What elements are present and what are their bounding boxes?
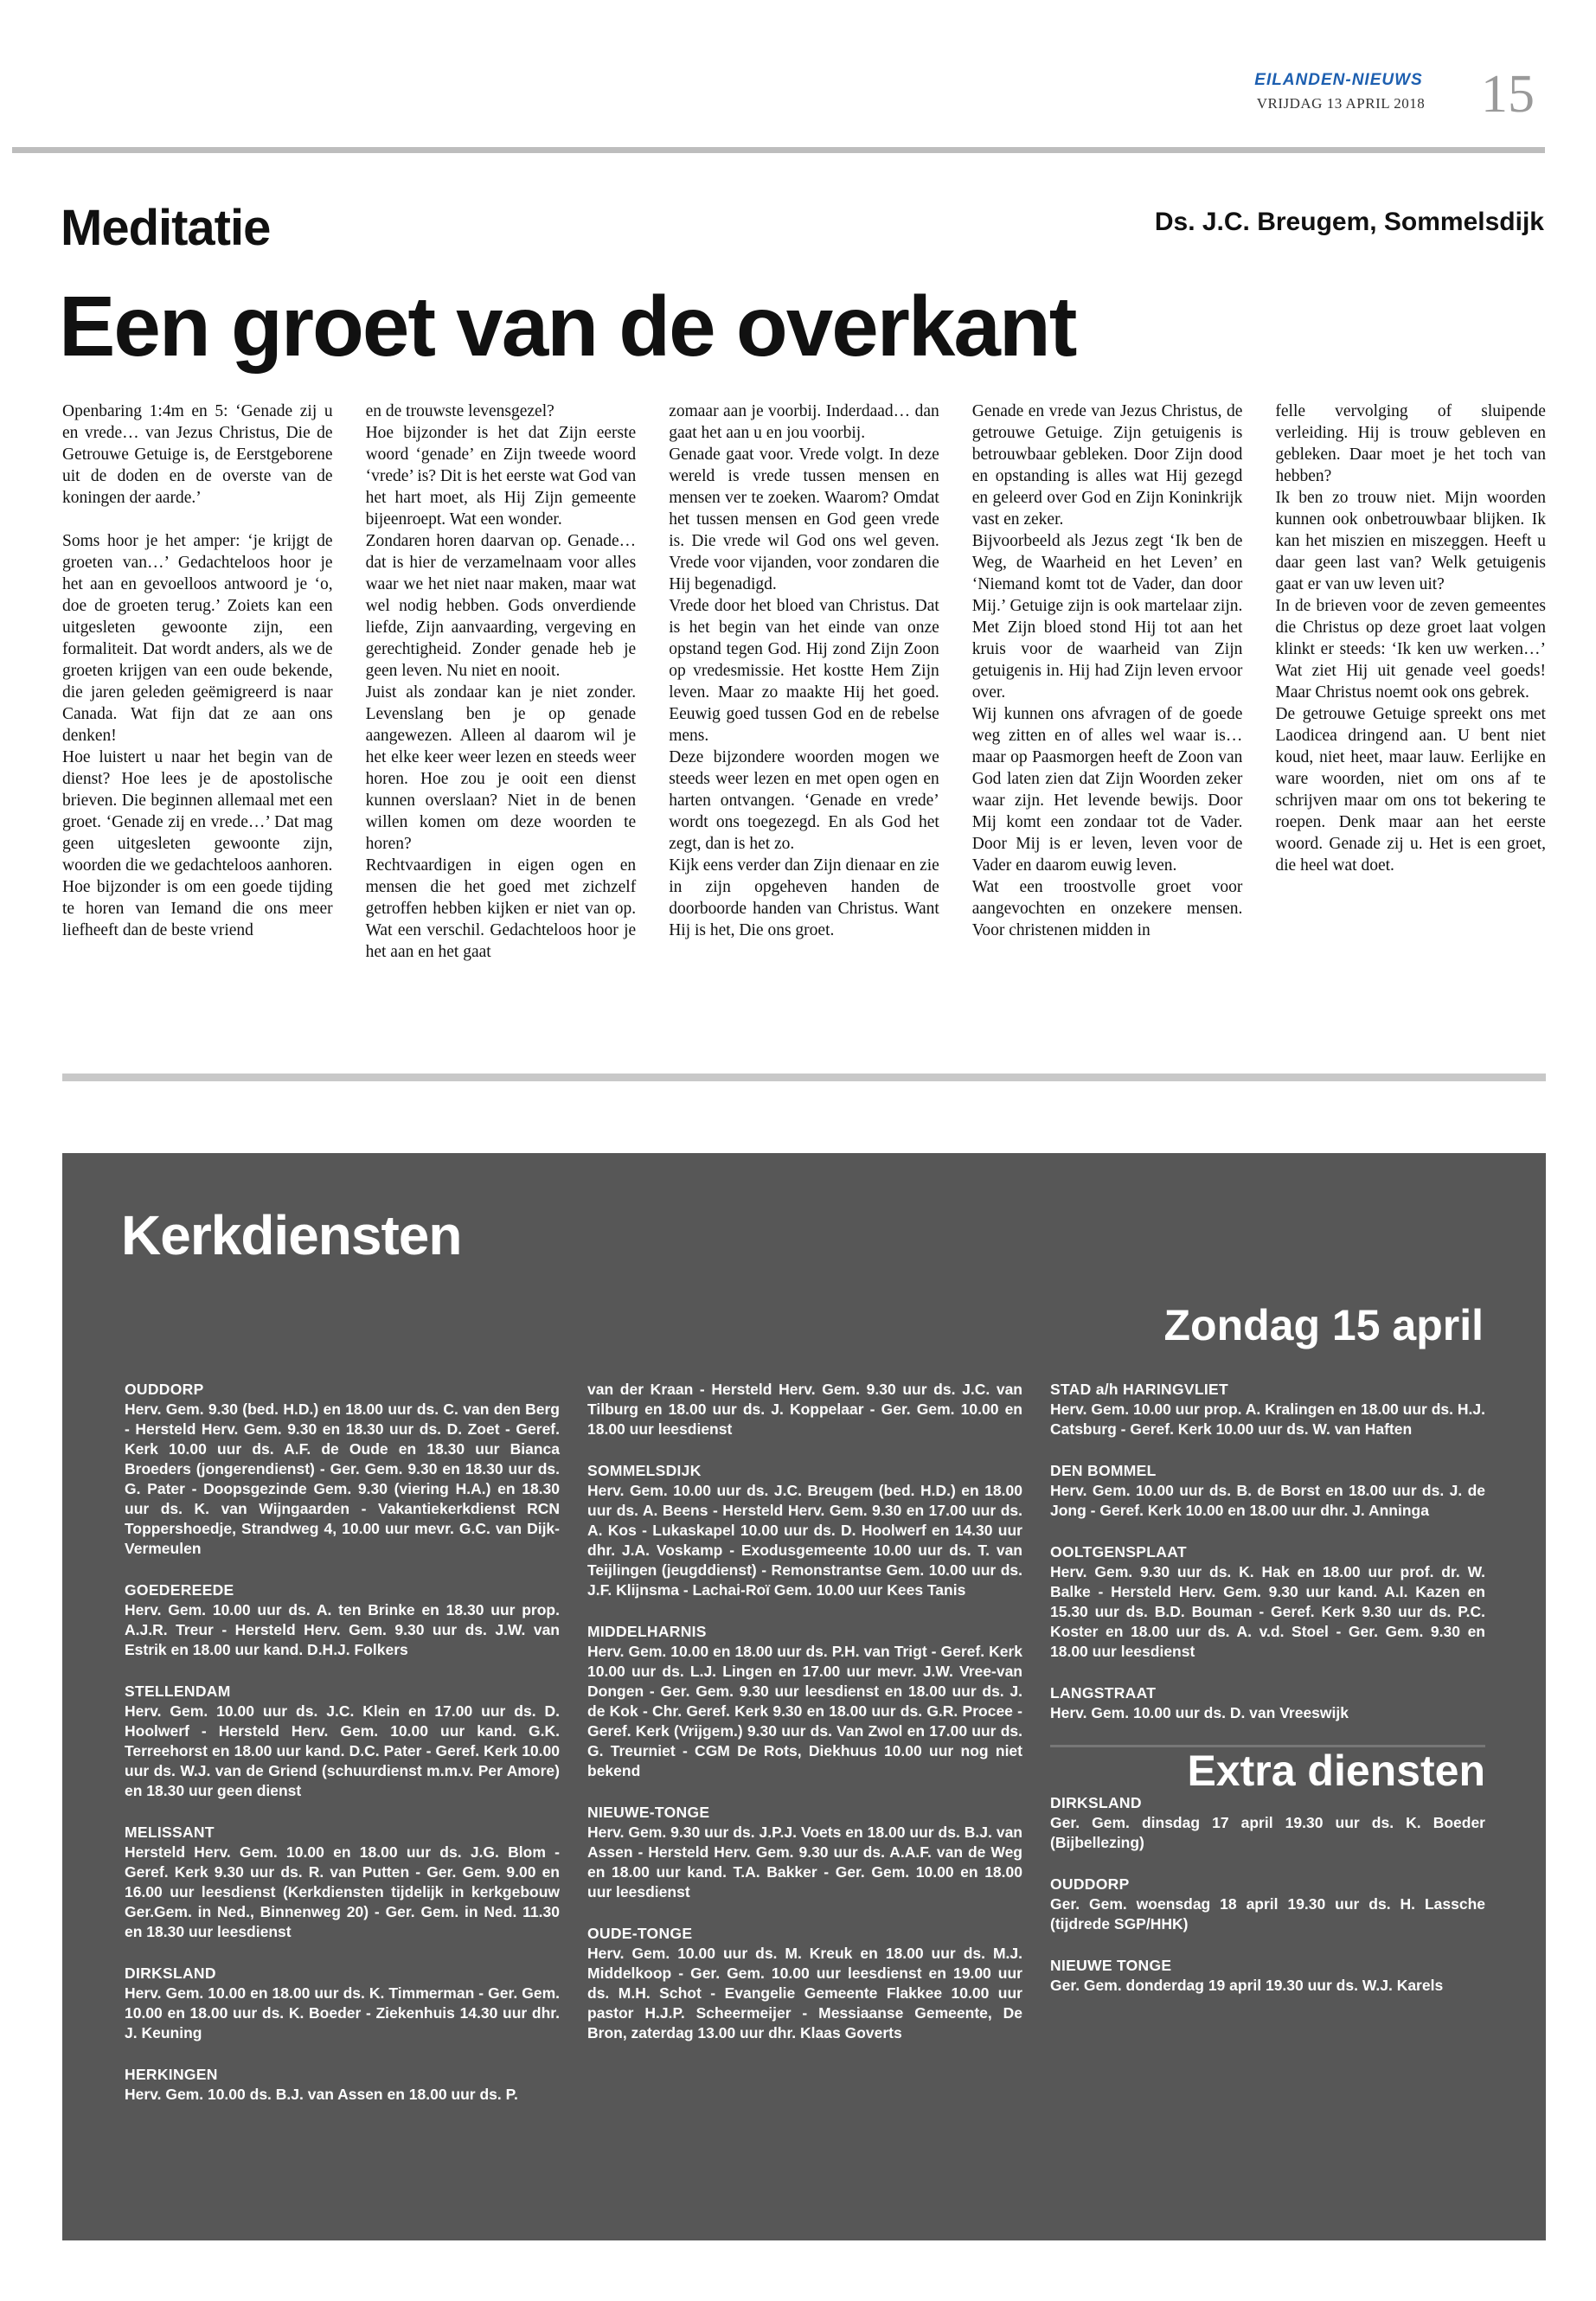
- service-entry: [1050, 1380, 1485, 1439]
- article-column-1: Openbaring 1:4m en 5: ‘Genade zij u en vrede… van Jezus Christus, Die de Getrouwe Getuige is, de Eerstgeborene uit de doden en de overste van de koningen der aarde.’ Soms hoor je het amper: ‘je krijgt de groeten van…’ Gedachteloos hoor je het aan en gevoelloos antwoord je ‘o, doe de groeten terug.’ Zoiets kan een uitgesleten gewoonte zijn, een formaliteit. Dat wordt anders, als we de groeten krijgen van een oude bekende, die jaren geleden geëmigreerd is naar Canada. Wat fijn dat ze aan ons denken! Hoe luistert u naar het begin van de dienst? Hoe lees je de apostolische brieven. Die beginnen allemaal met een groet. ‘Genade zij en vrede…’ Dat mag geen uitgesleten gewoonte zijn, woorden die we gedachteloos aanhoren. Hoe bijzonder is om een goede tijding te horen van Iemand die ons meer liefheeft dan de beste vriend: [62, 402, 333, 939]
- service-place: DEN BOMMEL: [1050, 1462, 1157, 1479]
- service-place: HERKINGEN: [125, 2066, 218, 2083]
- section-divider: [62, 1074, 1546, 1081]
- service-details: van der Kraan - Hersteld Herv. Gem. 9.30 uur ds. J.C. van Tilburg en 18.00 uur ds. J. Koppelaar - Ger. Gem. 10.00 en 18.00 uur leesdienst: [587, 1381, 1022, 1438]
- service-place: OUDDORP: [1050, 1875, 1130, 1893]
- service-place: MIDDELHARNIS: [587, 1623, 707, 1640]
- service-details: Ger. Gem. woensdag 18 april 19.30 uur ds. H. Lassche (tijdrede SGP/HHK): [1050, 1895, 1485, 1932]
- service-place: OOLTGENSPLAAT: [1050, 1543, 1187, 1561]
- service-place: GOEDEREEDE: [125, 1581, 234, 1599]
- service-details: Herv. Gem. 10.00 uur ds. A. ten Brinke en 18.30 uur prop. A.J.R. Treur - Hersteld Herv. Gem. 9.30 uur ds. J.W. van Estrik en 18.00 uur kand. D.H.J. Folkers: [125, 1601, 560, 1658]
- article-column-2: en de trouwste levensgezel? Hoe bijzonder is het dat Zijn eerste woord ‘genade’ en Zijn tweede woord ‘vrede’ is? Dit is het eerste wat God van het hart moet, als Hij Zijn gemeente bijeenroept. Wat een wonder. Zondaren horen daarvan op. Genade… dat is hier de verzamelnaam voor alles waar we het niet naar maken, maar wat wel nodig hebben. Gods onverdiende liefde, Zijn aanvaarding, vergeving en gerechtigheid. Zonder genade heb je geen leven. Nu niet en nooit. Juist als zondaar kan je niet zonder. Levenslang ben je op genade aangewezen. Alleen al daarom wil je het elke keer weer lezen en steeds weer horen. Hoe zou je ooit een dienst kunnen overslaan? Niet in de benen willen komen om deze woorden te horen? Rechtvaardigen in eigen ogen en mensen die het goed met zichzelf getroffen hebben kijken er niet van op. Wat een verschil. Gedachteloos hoor je het aan en het gaat: [365, 402, 637, 961]
- issue-date: VRIJDAG 13 APRIL 2018: [1256, 95, 1426, 112]
- service-entry: [1050, 1542, 1485, 1662]
- header-divider: [12, 147, 1545, 153]
- service-place: STAD a/h HARINGVLIET: [1050, 1381, 1228, 1398]
- page-number: 15: [1481, 65, 1535, 124]
- service-details: Herv. Gem. 9.30 uur ds. K. Hak en 18.00 uur prof. dr. W. Balke - Hersteld Herv. Gem. 9.30 uur kand. A.I. Kazen en 15.30 uur ds. B.D. Bouman - Geref. Kerk 9.30 uur ds. P.C. Koster en 18.00 uur ds. A. v.d. Stoel - Ger. Gem. 9.30 en 18.00 uur leesdienst: [1050, 1563, 1485, 1660]
- service-details: Herv. Gem. 9.30 (bed. H.D.) en 18.00 uur ds. C. van den Berg - Hersteld Herv. Gem. 9.30 en 18.30 uur ds. D. Zoet - Geref. Kerk 10.00 uur ds. A.F. de Oude en 18.30 uur Bianca Broeders (jongerendienst) - Ger. Gem. 9.30 en 18.30 uur ds. G. Pater - Doopsgezinde Gem. 9.30 (viering H.A.) en 18.30 uur ds. K. van Wijngaarden - Vakantiekerkdienst RCN Toppershoedje, Strandweg 4, 10.00 uur mevr. G.C. van Dijk-Vermeulen: [125, 1400, 560, 1557]
- service-details: Herv. Gem. 9.30 uur ds. J.P.J. Voets en 18.00 uur ds. B.J. van Assen - Hersteld Herv. Gem. 9.30 uur ds. A.A.F. van de Weg en 18.00 uur kand. T.A. Bakker - Ger. Gem. 10.00 en 18.00 uur leesdienst: [587, 1823, 1022, 1900]
- kerkdiensten-title: Kerkdiensten: [121, 1204, 462, 1266]
- service-entry: [125, 1580, 560, 1660]
- service-entry: [587, 1924, 1022, 2043]
- service-entry: [1050, 1683, 1485, 1723]
- service-details: Ger. Gem. dinsdag 17 april 19.30 uur ds. K. Boeder (Bijbellezing): [1050, 1814, 1485, 1851]
- services-column-3-list: [1050, 1380, 1485, 1723]
- service-details: Herv. Gem. 10.00 uur ds. B. de Borst en 18.00 uur ds. J. de Jong - Geref. Kerk 10.00 en 18.00 uur dhr. J. Anninga: [1050, 1482, 1485, 1519]
- service-entry: [587, 1622, 1022, 1781]
- service-entry: [587, 1380, 1022, 1439]
- service-place: DIRKSLAND: [125, 1965, 216, 1982]
- service-place: DIRKSLAND: [1050, 1794, 1142, 1811]
- section-label: Meditatie: [61, 200, 271, 256]
- services-column-2: [587, 1380, 1022, 2126]
- service-entry: [125, 1682, 560, 1801]
- service-entry: [1050, 1875, 1485, 1934]
- services-column-1: [125, 1380, 560, 2126]
- article-column-5: felle vervolging of sluipende verleiding. Hij is trouw gebleven en gebleken. Daar moet je het toch van hebben? Ik ben zo trouw niet. Mijn woorden kunnen ook onbetrouwbaar blijken. Ik kan het miszien en miszeggen. Heeft u daar geen last van? Welk getuigenis gaat er van uw leven uit? In de brieven voor de zeven gemeentes die Christus op deze groet laat volgen klinkt er steeds: ‘Ik ken uw werken…’ Wat ziet Hij uit genade veel goeds! Maar Christus noemt ook ons gebrek. De getrouwe Getuige spreekt ons met Laodicea dringend aan. U bent niet koud, niet heet, maar lauw. Eerlijke en ware woorden, niet om ons af te schrijven maar om ons tot bekering te roepen. Denk maar aan het eerste woord. Genade zij u. Het is een groet, die heel wat doet.: [1275, 402, 1546, 875]
- service-details: Herv. Gem. 10.00 en 18.00 uur ds. P.H. van Trigt - Geref. Kerk 10.00 uur ds. L.J. Lingen en 17.00 uur mevr. J.W. Vree-van Dongen - Ger. Gem. 9.30 uur leesdienst en 18.00 uur ds. J. de Kok - Chr. Geref. Kerk 9.30 en 18.00 uur ds. G.R. Procee - Geref. Kerk (Vrijgem.) 9.30 uur ds. Van Zwol en 17.00 uur ds. G. Treurniet - CGM De Rots, Diekhuus 10.00 uur nog niet bekend: [587, 1643, 1022, 1779]
- service-entry: [125, 1964, 560, 2043]
- service-details: Herv. Gem. 10.00 ds. B.J. van Assen en 18.00 uur ds. P.: [125, 2086, 518, 2103]
- service-date-heading: Zondag 15 april: [1163, 1301, 1484, 1349]
- article-column-3: zomaar aan je voorbij. Inderdaad… dan gaat het aan u en jou voorbij. Genade gaat voor. Vrede volgt. In deze wereld is vrede tussen mensen en mensen ver te zoeken. Waarom? Omdat het tussen mensen en God geen vrede is. Die vrede wil God ons wel geven. Vrede voor vijanden, voor zondaren die Hij begenadigd. Vrede door het bloed van Christus. Dat is het begin van het einde van onze opstand tegen God. Hij zond Zijn Zoon op vredesmissie. Het kostte Hem Zijn leven. Maar zo maakte Hij het goed. Eeuwig goed tussen God en de rebelse mens. Deze bijzondere woorden mogen we steeds weer lezen en met open ogen en harten ontvangen. ‘Genade en vrede’ wordt ons toegezegd. En als God het zegt, dan is het zo. Kijk eens verder dan Zijn dienaar en zie in zijn opgeheven handen de doorboorde handen van Christus. Want Hij is het, Die ons groet.: [669, 402, 939, 939]
- article-headline: Een groet van de overkant: [59, 279, 1076, 374]
- article-author: Ds. J.C. Breugem, Sommelsdijk: [1154, 208, 1544, 236]
- extra-services-title: Extra diensten: [1050, 1745, 1485, 1781]
- service-place: OUDE-TONGE: [587, 1925, 693, 1942]
- service-entry: [125, 1823, 560, 1942]
- service-details: Ger. Gem. donderdag 19 april 19.30 uur ds. W.J. Karels: [1050, 1977, 1444, 1994]
- service-place: SOMMELSDIJK: [587, 1462, 702, 1479]
- kerkdiensten-box: [62, 1153, 1546, 2240]
- service-entry: [1050, 1461, 1485, 1521]
- services-column-3: [1050, 1380, 1485, 2126]
- service-details: Herv. Gem. 10.00 uur ds. J.C. Klein en 17.00 uur ds. D. Hoolwerf - Hersteld Herv. Gem. 10.00 uur kand. G.K. Terreehorst en 18.00 uur kand. D.C. Pater - Geref. Kerk 10.00 uur ds. W.J. van de Griend (schuurdienst m.m.v. Per Amore) en 18.30 uur geen dienst: [125, 1702, 560, 1799]
- service-place: LANGSTRAAT: [1050, 1684, 1157, 1702]
- service-place: NIEUWE TONGE: [1050, 1957, 1172, 1974]
- service-details: Herv. Gem. 10.00 uur ds. D. van Vreeswijk: [1050, 1704, 1349, 1721]
- services-listing: [125, 1380, 1485, 2126]
- service-place: OUDDORP: [125, 1381, 204, 1398]
- service-entry: [125, 2065, 560, 2105]
- article-body: [62, 401, 1546, 963]
- service-place: MELISSANT: [125, 1823, 215, 1841]
- article-column-4: Genade en vrede van Jezus Christus, de getrouwe Getuige. Zijn getuigenis is betrouwbaar gebleken. Door Zijn dood en opstanding is alles wat Hij gezegd en geleerd over God en Zijn Koninkrijk vast en zeker. Bijvoorbeeld als Jezus zegt ‘Ik ben de Weg, de Waarheid en het Leven’ en ‘Niemand komt tot de Vader, dan door Mij.’ Getuige zijn is ook martelaar zijn. Met Zijn bloed stond Hij tot aan het kruis voor de waarheid van Zijn getuigenis in. Hij had Zijn leven ervoor over. Wij kunnen ons afvragen of de goede weg zitten en of alles wel waar is… maar op Paasmorgen heeft de Zoon van God laten zien dat Zijn Woorden zeker waar zijn. Het levende bewijs. Door Mij komt een zondaar tot de Vader. Door Mij is er leven, leven voor de Vader en daarom euwig leven. Wat een troostvolle groet voor aangevochten en onzekere mensen. Voor christenen midden in: [971, 402, 1243, 939]
- service-entry: [125, 1380, 560, 1559]
- extra-services-list: [1050, 1793, 1485, 1996]
- service-entry: [1050, 1956, 1485, 1996]
- service-entry: [587, 1803, 1022, 1902]
- service-details: Herv. Gem. 10.00 en 18.00 uur ds. K. Timmerman - Ger. Gem. 10.00 en 18.00 uur ds. K. Boeder - Ziekenhuis 14.30 uur dhr. J. Keuning: [125, 1984, 560, 2041]
- newspaper-brand: EILANDEN-NIEUWS: [1254, 71, 1423, 89]
- service-details: Hersteld Herv. Gem. 10.00 en 18.00 uur ds. J.G. Blom - Geref. Kerk 9.30 uur ds. R. van Putten - Ger. Gem. 9.00 en 16.00 uur leesdienst (Kerkdiensten tijdelijk in kerkgebouw Ger.Gem. in Ned., Binnenweg 20) - Ger. Gem. in Ned. 11.30 en 18.30 uur leesdienst: [125, 1843, 560, 1940]
- service-details: Herv. Gem. 10.00 uur prop. A. Kralingen en 18.00 uur ds. H.J. Catsburg - Geref. Kerk 10.00 uur ds. W. van Haften: [1050, 1400, 1485, 1438]
- service-place: STELLENDAM: [125, 1682, 231, 1700]
- service-entry: [587, 1461, 1022, 1600]
- service-details: Herv. Gem. 10.00 uur ds. M. Kreuk en 18.00 uur ds. M.J. Middelkoop - Ger. Gem. 10.00 uur leesdienst en 19.00 uur ds. M.H. Schot - Evangelie Gemeente Flakkee 10.00 uur pastor H.J.P. Scheermeijer - Messiaanse Gemeente, De Bron, zaterdag 13.00 uur dhr. Klaas Goverts: [587, 1945, 1022, 2041]
- service-place: NIEUWE-TONGE: [587, 1804, 710, 1821]
- service-entry: [1050, 1793, 1485, 1853]
- service-details: Herv. Gem. 10.00 uur ds. J.C. Breugem (bed. H.D.) en 18.00 uur ds. A. Beens - Hersteld Herv. Gem. 9.30 en 17.00 uur ds. A. Kos - Lukaskapel 10.00 uur ds. D. Hoolwerf en 14.30 uur dhr. J.A. Voskamp - Exodusgemeente 10.00 uur ds. T. van Teijlingen (jeugddienst) - Remonstrantse Gem. 10.00 uur ds. J.F. Klijnsma - Lachai-Roï Gem. 10.00 uur Kees Tanis: [587, 1482, 1022, 1599]
